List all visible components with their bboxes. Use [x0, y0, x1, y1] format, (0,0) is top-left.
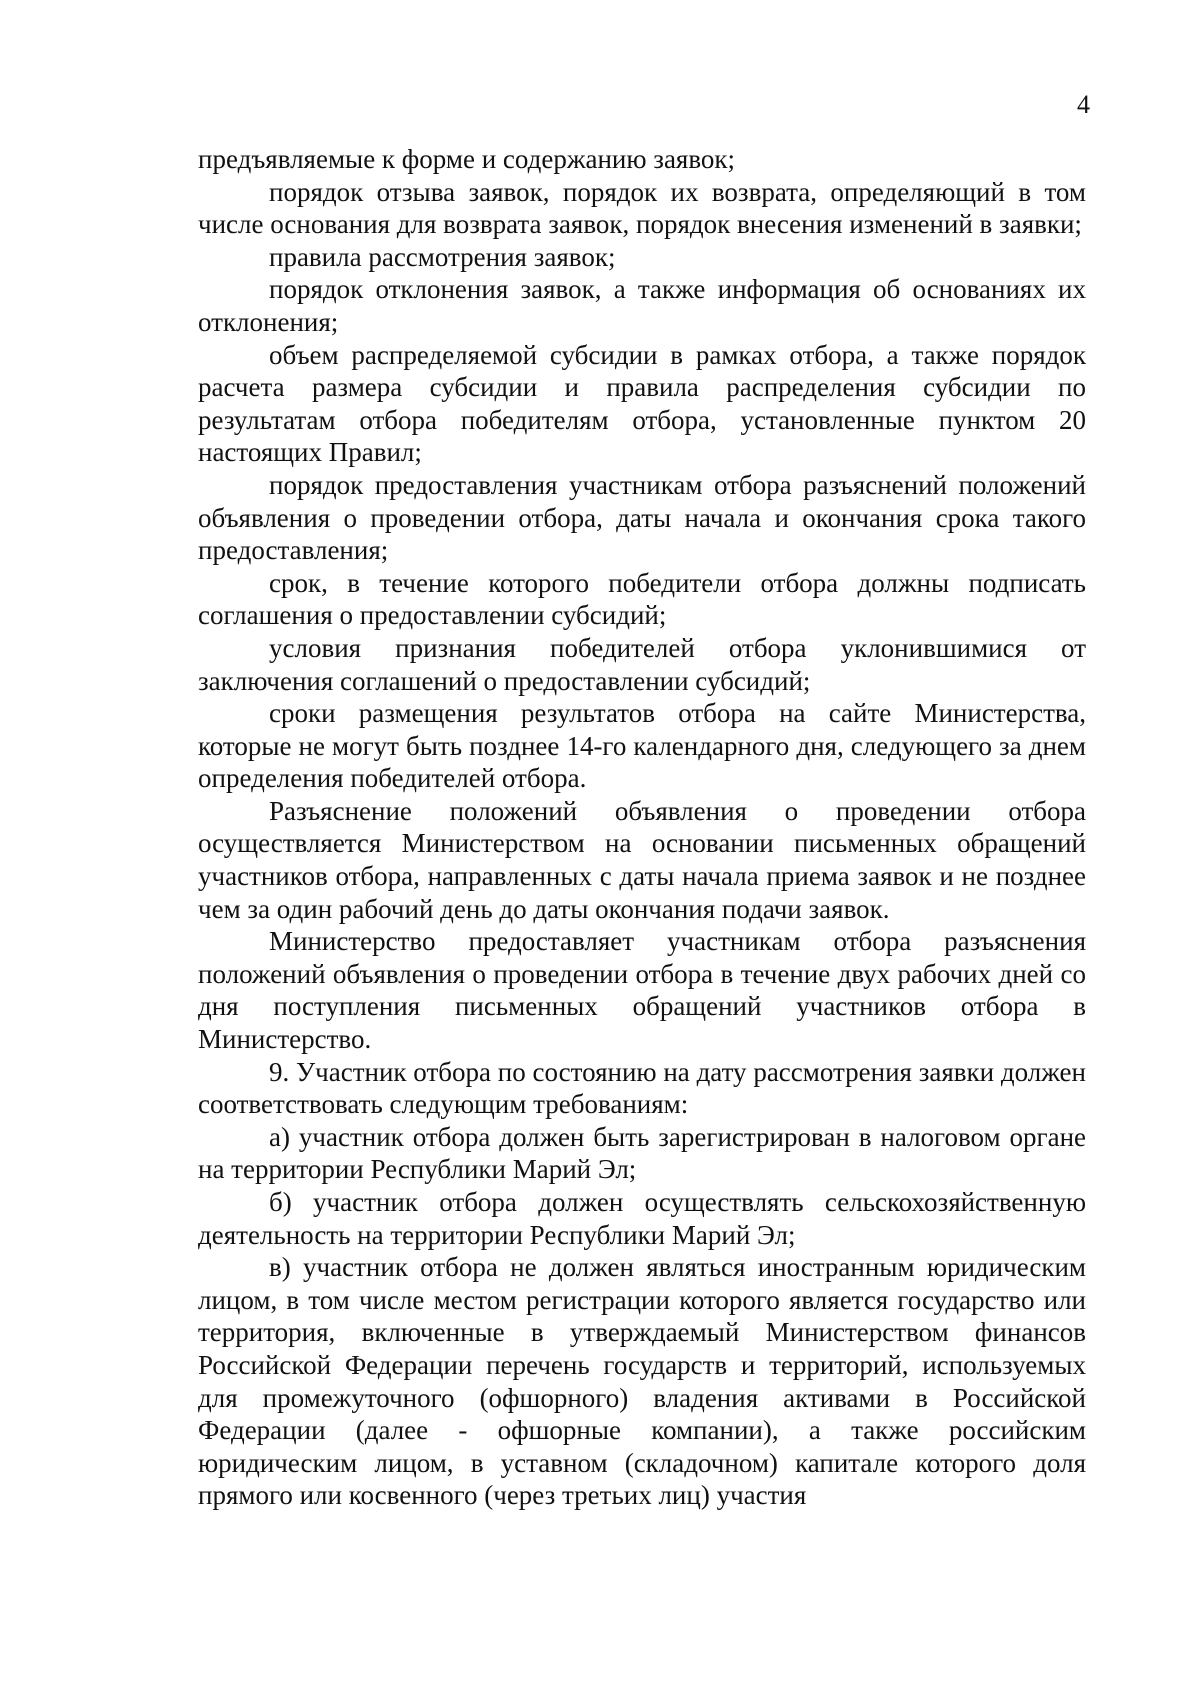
paragraph-clarification-basis: Разъяснение положений объявления о проведении отбора осуществляется Министерством на основании письменных обращений участников отбора, направленных с даты начала приема заявок и не позднее чем за один рабочий день до даты окончания подачи заявок.	[198, 795, 1086, 924]
paragraph-subsidy-volume: объем распределяемой субсидии в рамках отбора, а также порядок расчета размера субсидии и правила распределения субсидии по результатам отбора победителям отбора, установленные пунктом 20 настоящих Правил;	[198, 339, 1086, 468]
paragraph-withdrawal-order: порядок отзыва заявок, порядок их возврата, определяющий в том числе основания для возврата заявок, порядок внесения изменений в заявки;	[198, 176, 1086, 240]
page-number: 4	[1077, 90, 1090, 119]
paragraph-results-publication: сроки размещения результатов отбора на сайте Министерства, которые не могут быть позднее 14-го календарного дня, следующего за днем определения победителей отбора.	[198, 698, 1086, 794]
document-body	[198, 143, 1086, 1512]
paragraph-item-b: б) участник отбора должен осуществлять сельскохозяйственную деятельность на территории Республики Марий Эл;	[198, 1187, 1086, 1250]
paragraph-clarification-timeline: Министерство предоставляет участникам отбора разъяснения положений объявления о проведении отбора в течение двух рабочих дней со дня поступления письменных обращений участников отбора в Министерство.	[198, 926, 1086, 1055]
paragraph-signing-deadline: срок, в течение которого победители отбора должны подписать соглашения о предоставлении субсидий;	[198, 567, 1086, 631]
paragraph-clarification-order: порядок предоставления участникам отбора разъяснений положений объявления о проведении отбора, даты начала и окончания срока такого предоставления;	[198, 469, 1086, 566]
paragraph-item-a: а) участник отбора должен быть зарегистрирован в налоговом органе на территории Республики Марий Эл;	[198, 1121, 1086, 1185]
paragraph-item-c: в) участник отбора не должен являться иностранным юридическим лицом, в том числе местом регистрации которого является государство или территория, включенные в утверждаемый Министерством финансов Российской Федерации перечень государств и территорий, используемых для промежуточного (офшорного) владения активами в Российской Федерации (далее - офшорные компании), а также российским юридическим лицом, в уставном (складочном) капитале которого доля прямого или косвенного (через третьих лиц) участия	[198, 1252, 1086, 1511]
paragraph-section-9: 9. Участник отбора по состоянию на дату рассмотрения заявки должен соответствовать следующим требованиям:	[198, 1056, 1086, 1120]
paragraph-review-rules: правила рассмотрения заявок;	[269, 241, 616, 272]
paragraph-evasion-conditions: условия признания победителей отбора уклонившимися от заключения соглашений о предоставлении субсидий;	[198, 632, 1086, 696]
paragraph-requirements-form: предъявляемые к форме и содержанию заявок;	[198, 144, 736, 174]
paragraph-rejection-order: порядок отклонения заявок, а также информация об основаниях их отклонения;	[198, 274, 1086, 337]
